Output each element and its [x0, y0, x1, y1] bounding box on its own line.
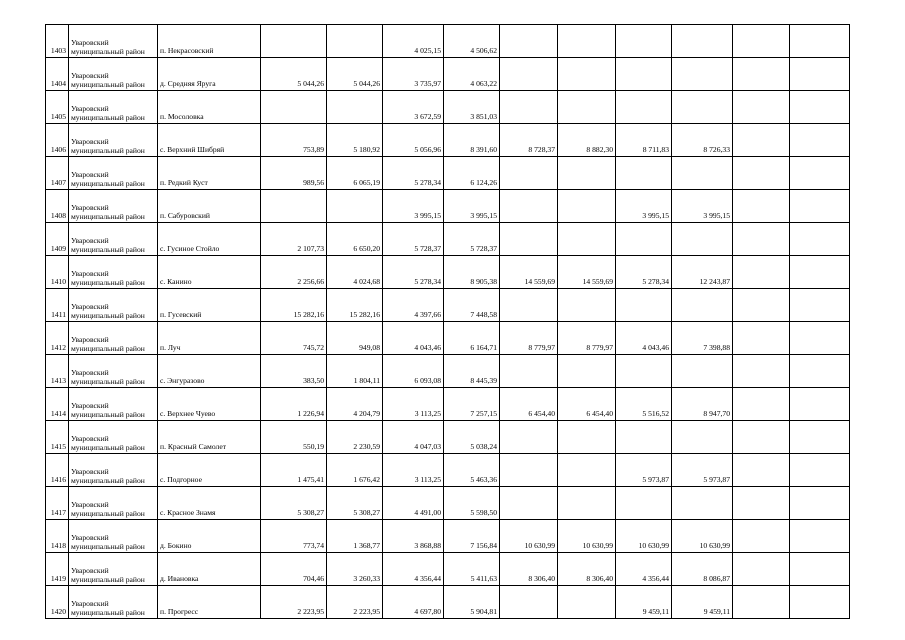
value-cell — [733, 421, 790, 454]
value-cell — [616, 487, 672, 520]
value-cell — [616, 91, 672, 124]
row-number: 1410 — [46, 256, 69, 289]
value-cell — [558, 91, 616, 124]
value-cell — [558, 223, 616, 256]
value-cell — [616, 223, 672, 256]
value-cell — [672, 91, 733, 124]
row-number: 1405 — [46, 91, 69, 124]
table-row — [46, 454, 905, 487]
value-cell: 10 630,99 — [558, 520, 616, 553]
value-cell — [733, 289, 790, 322]
value-cell: 4 491,00 — [383, 487, 444, 520]
value-cell: 5 598,50 — [444, 487, 500, 520]
value-cell: 745,72 — [261, 322, 327, 355]
value-cell — [790, 388, 850, 421]
district-cell: Уваровский муниципальный район — [69, 487, 158, 520]
row-number: 1414 — [46, 388, 69, 421]
value-cell: 2 223,95 — [327, 586, 383, 619]
table-row — [46, 289, 905, 322]
value-cell: 3 995,15 — [616, 190, 672, 223]
settlement-cell: д. Бокино — [158, 520, 261, 553]
value-cell — [558, 454, 616, 487]
value-cell — [790, 157, 850, 190]
value-cell: 5 308,27 — [327, 487, 383, 520]
value-cell — [790, 520, 850, 553]
value-cell — [733, 322, 790, 355]
value-cell: 8 779,97 — [558, 322, 616, 355]
value-cell — [616, 25, 672, 58]
value-cell — [261, 91, 327, 124]
value-cell: 8 947,70 — [672, 388, 733, 421]
value-cell: 15 282,16 — [327, 289, 383, 322]
table-row — [46, 190, 905, 223]
value-cell — [733, 553, 790, 586]
value-cell — [672, 421, 733, 454]
value-cell: 5 728,37 — [444, 223, 500, 256]
table-row — [46, 223, 905, 256]
settlement-cell: с. Гусиное Стойло — [158, 223, 261, 256]
table-row — [46, 124, 905, 157]
settlement-cell: с. Подгорное — [158, 454, 261, 487]
value-cell — [733, 520, 790, 553]
value-cell — [790, 289, 850, 322]
row-number: 1407 — [46, 157, 69, 190]
value-cell: 5 411,63 — [444, 553, 500, 586]
value-cell — [733, 91, 790, 124]
row-number: 1413 — [46, 355, 69, 388]
value-cell — [500, 487, 558, 520]
district-cell: Уваровский муниципальный район — [69, 454, 158, 487]
value-cell — [558, 190, 616, 223]
value-cell — [790, 487, 850, 520]
value-cell: 4 047,03 — [383, 421, 444, 454]
value-cell: 3 113,25 — [383, 388, 444, 421]
district-cell: Уваровский муниципальный район — [69, 586, 158, 619]
value-cell: 3 672,59 — [383, 91, 444, 124]
value-cell — [500, 58, 558, 91]
value-cell: 3 851,03 — [444, 91, 500, 124]
value-cell — [616, 157, 672, 190]
value-cell: 5 278,34 — [383, 256, 444, 289]
value-cell: 8 882,30 — [558, 124, 616, 157]
settlement-cell: с. Энгуразово — [158, 355, 261, 388]
value-cell: 9 459,11 — [616, 586, 672, 619]
value-cell: 6 454,40 — [558, 388, 616, 421]
value-cell — [672, 58, 733, 91]
district-cell: Уваровский муниципальный район — [69, 553, 158, 586]
settlement-cell: п. Сабуровский — [158, 190, 261, 223]
value-cell — [790, 355, 850, 388]
value-cell — [733, 58, 790, 91]
value-cell: 6 164,71 — [444, 322, 500, 355]
district-cell: Уваровский муниципальный район — [69, 190, 158, 223]
value-cell: 5 056,96 — [383, 124, 444, 157]
table-row — [46, 586, 905, 619]
value-cell: 8 391,60 — [444, 124, 500, 157]
value-cell: 8 779,97 — [500, 322, 558, 355]
table-row — [46, 355, 905, 388]
value-cell — [500, 25, 558, 58]
value-cell: 1 226,94 — [261, 388, 327, 421]
value-cell: 5 904,81 — [444, 586, 500, 619]
value-cell: 5 278,34 — [383, 157, 444, 190]
value-cell: 3 995,15 — [672, 190, 733, 223]
value-cell — [790, 190, 850, 223]
table-row — [46, 388, 905, 421]
value-cell — [500, 355, 558, 388]
value-cell — [500, 91, 558, 124]
value-cell: 10 630,99 — [616, 520, 672, 553]
value-cell: 2 107,73 — [261, 223, 327, 256]
value-cell — [327, 91, 383, 124]
value-cell — [733, 157, 790, 190]
value-cell — [790, 223, 850, 256]
value-cell: 4 697,80 — [383, 586, 444, 619]
district-cell: Уваровский муниципальный район — [69, 58, 158, 91]
value-cell: 5 308,27 — [261, 487, 327, 520]
value-cell — [327, 25, 383, 58]
value-cell — [672, 289, 733, 322]
value-cell: 2 223,95 — [261, 586, 327, 619]
value-cell — [790, 25, 850, 58]
value-cell: 383,50 — [261, 355, 327, 388]
value-cell — [790, 91, 850, 124]
settlement-cell: п. Мосоловка — [158, 91, 261, 124]
value-cell — [616, 355, 672, 388]
value-cell: 2 230,59 — [327, 421, 383, 454]
value-cell: 3 260,33 — [327, 553, 383, 586]
value-cell: 8 726,33 — [672, 124, 733, 157]
value-cell — [327, 190, 383, 223]
value-cell — [558, 421, 616, 454]
value-cell — [790, 586, 850, 619]
table-row — [46, 553, 905, 586]
value-cell: 4 025,15 — [383, 25, 444, 58]
row-number: 1411 — [46, 289, 69, 322]
settlement-cell: п. Редкий Куст — [158, 157, 261, 190]
settlement-cell: д. Ивановка — [158, 553, 261, 586]
row-number: 1409 — [46, 223, 69, 256]
settlement-cell: с. Красное Знамя — [158, 487, 261, 520]
value-cell: 1 676,42 — [327, 454, 383, 487]
value-cell: 5 973,87 — [616, 454, 672, 487]
value-cell: 4 506,62 — [444, 25, 500, 58]
district-cell: Уваровский муниципальный район — [69, 25, 158, 58]
district-cell: Уваровский муниципальный район — [69, 91, 158, 124]
row-number: 1417 — [46, 487, 69, 520]
value-cell — [733, 124, 790, 157]
value-cell: 14 559,69 — [558, 256, 616, 289]
value-cell — [500, 190, 558, 223]
settlement-cell: д. Средняя Яруга — [158, 58, 261, 91]
value-cell — [790, 421, 850, 454]
value-cell — [672, 157, 733, 190]
value-cell: 8 728,37 — [500, 124, 558, 157]
value-cell — [672, 355, 733, 388]
value-cell — [558, 586, 616, 619]
value-cell: 6 454,40 — [500, 388, 558, 421]
value-cell: 5 038,24 — [444, 421, 500, 454]
row-number: 1403 — [46, 25, 69, 58]
value-cell: 989,56 — [261, 157, 327, 190]
value-cell — [790, 58, 850, 91]
value-cell: 753,89 — [261, 124, 327, 157]
value-cell — [616, 421, 672, 454]
value-cell: 7 156,84 — [444, 520, 500, 553]
row-number: 1415 — [46, 421, 69, 454]
value-cell: 7 257,15 — [444, 388, 500, 421]
value-cell — [261, 25, 327, 58]
table-row — [46, 91, 905, 124]
value-cell: 6 065,19 — [327, 157, 383, 190]
value-cell — [733, 586, 790, 619]
value-cell: 4 043,46 — [383, 322, 444, 355]
table-row — [46, 520, 905, 553]
value-cell: 3 735,97 — [383, 58, 444, 91]
value-cell — [790, 256, 850, 289]
value-cell — [558, 58, 616, 91]
value-cell — [790, 322, 850, 355]
value-cell: 10 630,99 — [500, 520, 558, 553]
value-cell — [558, 289, 616, 322]
row-number: 1406 — [46, 124, 69, 157]
value-cell: 6 650,20 — [327, 223, 383, 256]
row-number: 1408 — [46, 190, 69, 223]
value-cell: 6 093,08 — [383, 355, 444, 388]
value-cell: 8 711,83 — [616, 124, 672, 157]
value-cell: 1 804,11 — [327, 355, 383, 388]
district-cell: Уваровский муниципальный район — [69, 355, 158, 388]
table-row — [46, 157, 905, 190]
settlement-cell: с. Верхний Шибряй — [158, 124, 261, 157]
value-cell — [790, 553, 850, 586]
table-row — [46, 256, 905, 289]
value-cell — [733, 388, 790, 421]
value-cell: 9 459,11 — [672, 586, 733, 619]
value-cell — [733, 256, 790, 289]
value-cell: 1 368,77 — [327, 520, 383, 553]
value-cell — [790, 454, 850, 487]
row-number: 1404 — [46, 58, 69, 91]
value-cell: 7 398,88 — [672, 322, 733, 355]
value-cell: 3 995,15 — [383, 190, 444, 223]
row-number: 1416 — [46, 454, 69, 487]
value-cell: 5 516,52 — [616, 388, 672, 421]
value-cell — [733, 223, 790, 256]
district-cell: Уваровский муниципальный район — [69, 256, 158, 289]
value-cell — [500, 454, 558, 487]
value-cell: 14 559,69 — [500, 256, 558, 289]
value-cell: 8 086,87 — [672, 553, 733, 586]
value-cell: 12 243,87 — [672, 256, 733, 289]
value-cell — [500, 289, 558, 322]
value-cell: 2 256,66 — [261, 256, 327, 289]
value-cell: 4 063,22 — [444, 58, 500, 91]
value-cell: 704,46 — [261, 553, 327, 586]
value-cell: 5 044,26 — [327, 58, 383, 91]
value-cell: 8 306,40 — [558, 553, 616, 586]
value-cell: 3 995,15 — [444, 190, 500, 223]
settlement-cell: с. Верхнее Чуево — [158, 388, 261, 421]
value-cell: 3 868,88 — [383, 520, 444, 553]
value-cell — [500, 586, 558, 619]
value-cell: 4 204,79 — [327, 388, 383, 421]
value-cell: 5 180,92 — [327, 124, 383, 157]
value-cell: 5 728,37 — [383, 223, 444, 256]
value-cell: 773,74 — [261, 520, 327, 553]
value-cell — [790, 124, 850, 157]
settlement-cell: с. Канино — [158, 256, 261, 289]
settlement-cell: п. Гусевский — [158, 289, 261, 322]
settlement-cell: п. Прогресс — [158, 586, 261, 619]
row-number: 1420 — [46, 586, 69, 619]
value-cell — [733, 454, 790, 487]
value-cell — [558, 25, 616, 58]
tariff-table — [45, 24, 905, 619]
value-cell: 5 278,34 — [616, 256, 672, 289]
value-cell: 5 463,36 — [444, 454, 500, 487]
value-cell — [616, 289, 672, 322]
value-cell: 949,08 — [327, 322, 383, 355]
district-cell: Уваровский муниципальный район — [69, 157, 158, 190]
table-row — [46, 421, 905, 454]
value-cell — [616, 58, 672, 91]
district-cell: Уваровский муниципальный район — [69, 322, 158, 355]
value-cell: 8 905,38 — [444, 256, 500, 289]
table-row — [46, 58, 905, 91]
value-cell — [261, 190, 327, 223]
value-cell: 8 445,39 — [444, 355, 500, 388]
row-number: 1419 — [46, 553, 69, 586]
district-cell: Уваровский муниципальный район — [69, 289, 158, 322]
value-cell — [733, 190, 790, 223]
value-cell: 4 356,44 — [616, 553, 672, 586]
row-number: 1412 — [46, 322, 69, 355]
district-cell: Уваровский муниципальный район — [69, 421, 158, 454]
value-cell: 4 024,68 — [327, 256, 383, 289]
value-cell — [500, 157, 558, 190]
settlement-cell: п. Некрасовский — [158, 25, 261, 58]
table-body — [46, 25, 905, 619]
value-cell — [558, 157, 616, 190]
value-cell — [733, 25, 790, 58]
value-cell: 8 306,40 — [500, 553, 558, 586]
value-cell: 7 448,58 — [444, 289, 500, 322]
value-cell: 4 356,44 — [383, 553, 444, 586]
value-cell: 15 282,16 — [261, 289, 327, 322]
value-cell — [500, 223, 558, 256]
settlement-cell: п. Луч — [158, 322, 261, 355]
value-cell — [500, 421, 558, 454]
district-cell: Уваровский муниципальный район — [69, 520, 158, 553]
district-cell: Уваровский муниципальный район — [69, 223, 158, 256]
value-cell — [733, 487, 790, 520]
value-cell: 550,19 — [261, 421, 327, 454]
district-cell: Уваровский муниципальный район — [69, 124, 158, 157]
value-cell: 1 475,41 — [261, 454, 327, 487]
value-cell: 5 973,87 — [672, 454, 733, 487]
table-row — [46, 487, 905, 520]
value-cell: 5 044,26 — [261, 58, 327, 91]
value-cell — [558, 487, 616, 520]
value-cell: 6 124,26 — [444, 157, 500, 190]
value-cell — [672, 25, 733, 58]
value-cell: 4 397,66 — [383, 289, 444, 322]
table-row — [46, 322, 905, 355]
value-cell — [558, 355, 616, 388]
table-row — [46, 25, 905, 58]
value-cell — [672, 487, 733, 520]
value-cell: 10 630,99 — [672, 520, 733, 553]
row-number: 1418 — [46, 520, 69, 553]
value-cell — [733, 355, 790, 388]
district-cell: Уваровский муниципальный район — [69, 388, 158, 421]
value-cell — [672, 223, 733, 256]
value-cell: 4 043,46 — [616, 322, 672, 355]
value-cell: 3 113,25 — [383, 454, 444, 487]
settlement-cell: п. Красный Самолет — [158, 421, 261, 454]
